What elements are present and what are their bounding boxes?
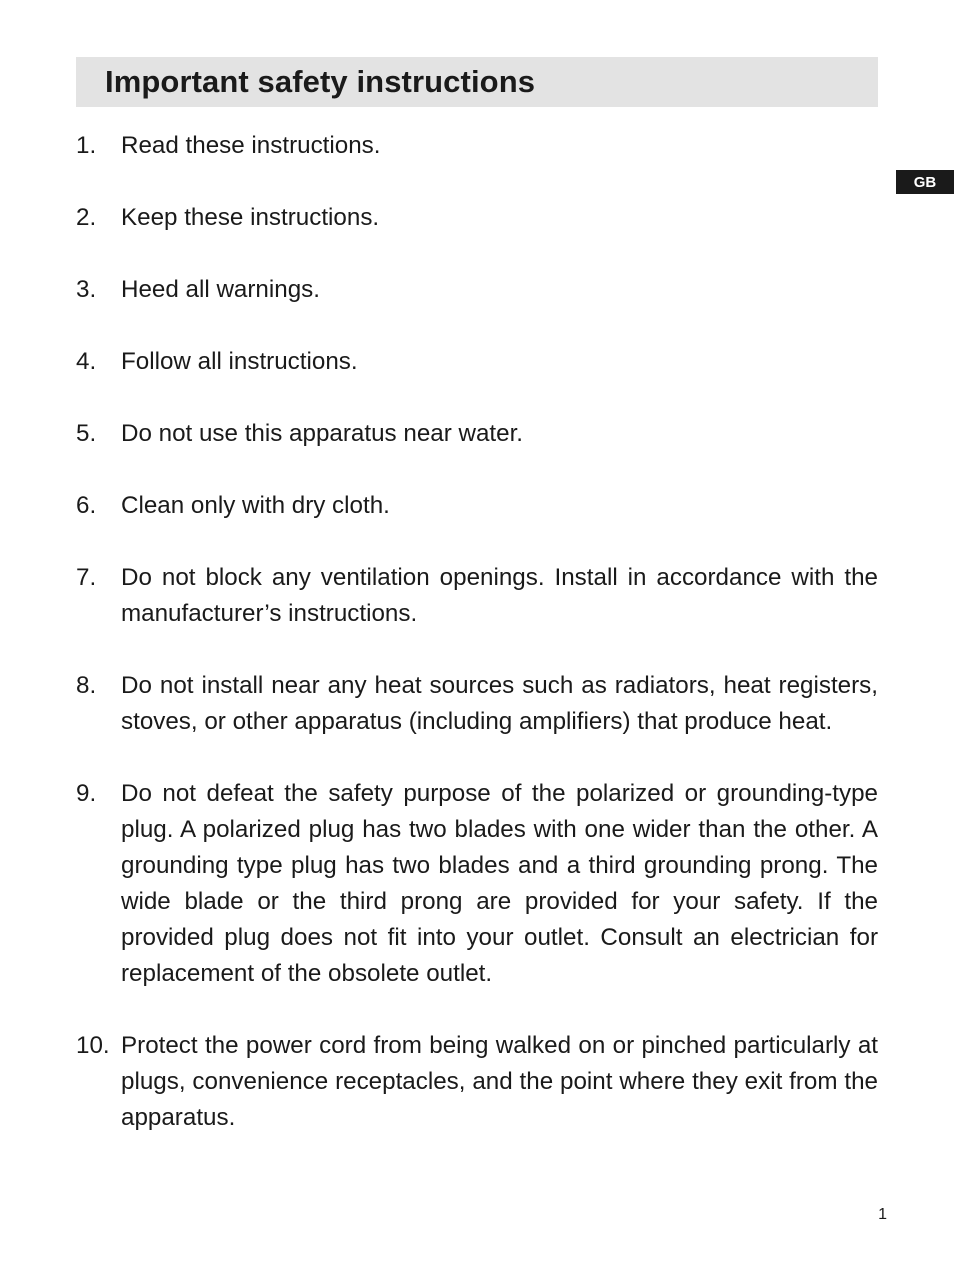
- instruction-text: Do not defeat the safety purpose of the polarized or grounding-type plug. A polarized plug has two blades with one wider than the other. A grounding type plug has two blades and a third grounding prong. The wide blade or the third prong are provided for your safety. If the provided plug does not fit into your outlet. Consult an electrician for replacement of the obsolete outlet.: [121, 780, 878, 987]
- instruction-item-7: [76, 560, 878, 632]
- instruction-number: 9.: [76, 780, 97, 807]
- instruction-number: 6.: [76, 492, 97, 519]
- instruction-number: 10.: [76, 1032, 110, 1059]
- instruction-item-6: [76, 488, 878, 524]
- instruction-number: 3.: [76, 276, 97, 303]
- instruction-number: 4.: [76, 348, 97, 375]
- instruction-text: Keep these instructions.: [121, 204, 380, 231]
- instruction-item-3: [76, 272, 878, 308]
- page-number: 1: [878, 1206, 887, 1223]
- instruction-item-5: [76, 416, 878, 452]
- instruction-number: 7.: [76, 564, 97, 591]
- instruction-text: Follow all instructions.: [121, 348, 358, 375]
- instruction-item-2: [76, 200, 878, 236]
- title-bar: [76, 57, 878, 107]
- instruction-item-9: [76, 776, 878, 992]
- language-tab: GB: [896, 170, 954, 194]
- page-title: Important safety instructions: [105, 64, 536, 99]
- instruction-text: Do not install near any heat sources such as radiators, heat registers, stoves, or other apparatus (including amplifiers) that produce heat.: [121, 672, 878, 735]
- instruction-text: Heed all warnings.: [121, 276, 320, 303]
- instruction-text: Read these instructions.: [121, 132, 381, 159]
- instruction-text: Do not use this apparatus near water.: [121, 420, 524, 447]
- instruction-number: 1.: [76, 132, 97, 159]
- instruction-item-4: [76, 344, 878, 380]
- instruction-text: Protect the power cord from being walked on or pinched particularly at plugs, convenience receptacles, and the point where they exit from the apparatus.: [121, 1032, 878, 1131]
- instruction-item-8: [76, 668, 878, 740]
- instruction-text: Do not block any ventilation openings. Install in accordance with the manufacturer’s instructions.: [121, 564, 878, 627]
- instructions-list: [76, 128, 878, 1136]
- instruction-item-1: [76, 128, 878, 164]
- instruction-number: 5.: [76, 420, 97, 447]
- instruction-text: Clean only with dry cloth.: [121, 492, 390, 519]
- instruction-number: 2.: [76, 204, 97, 231]
- instruction-item-10: [76, 1028, 878, 1136]
- instruction-number: 8.: [76, 672, 97, 699]
